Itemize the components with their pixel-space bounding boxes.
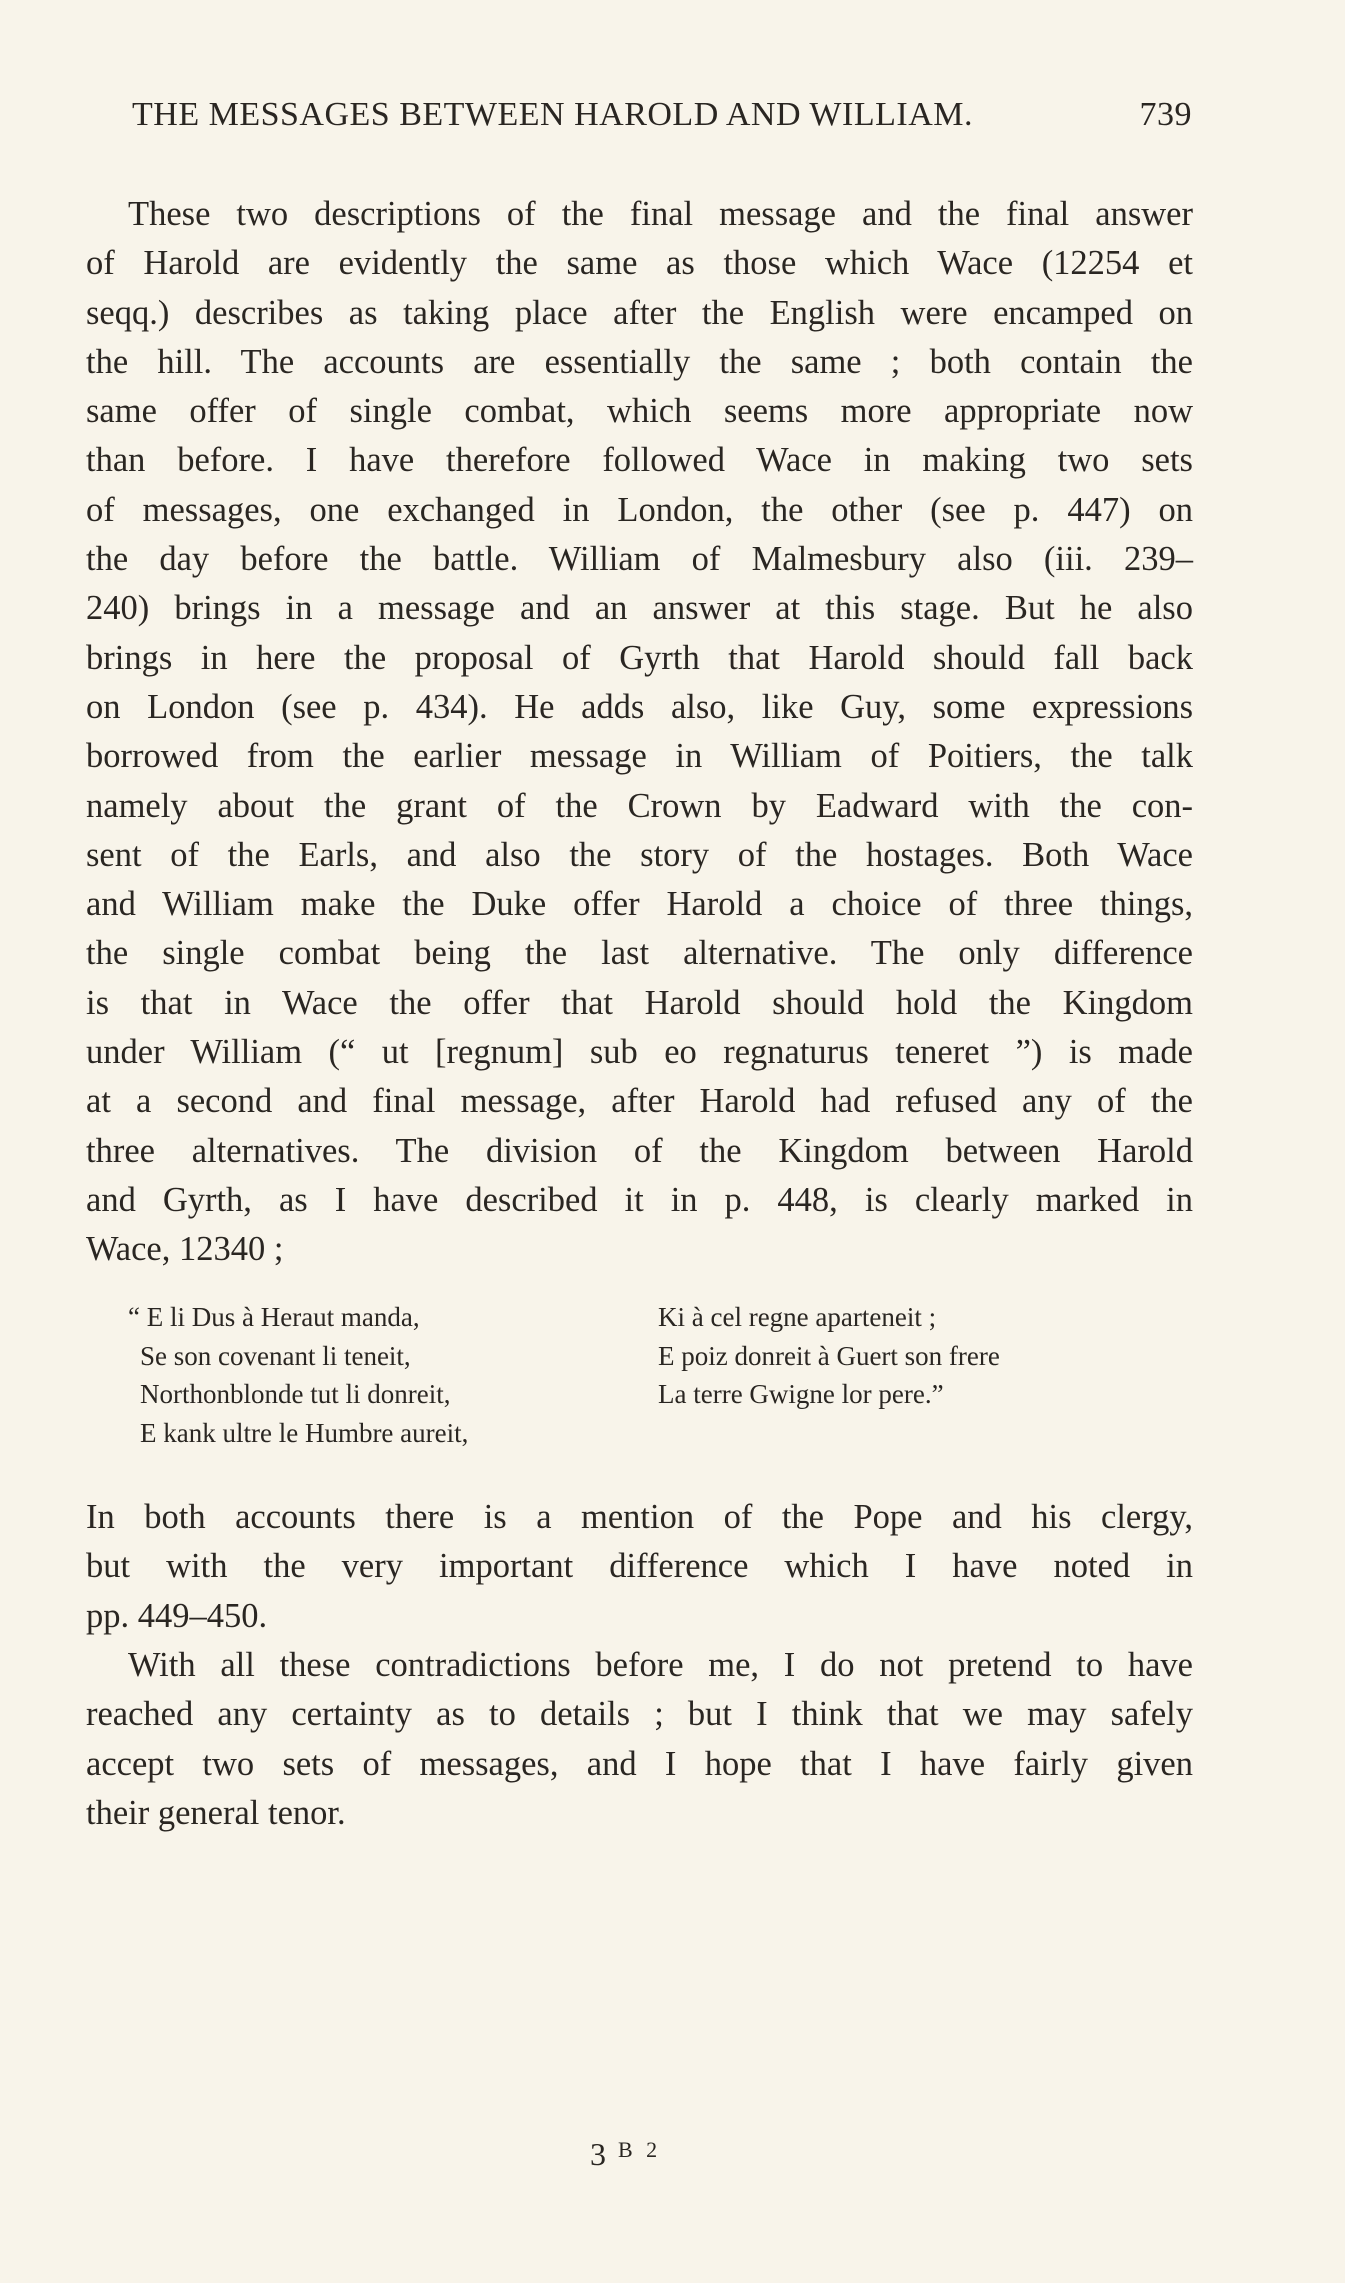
verse-line: E kank ultre le Humbre aureit, [140, 1417, 469, 1448]
text-line: With all these contradictions before me, I do not pretend to have [128, 1646, 1193, 1684]
verse-line: Se son covenant li teneit, [140, 1340, 411, 1371]
text-line: brings in here the proposal of Gyrth that Harold should fall back [86, 638, 1193, 677]
text-line: is that in Wace the offer that Harold should hold the Kingdom [86, 983, 1193, 1022]
paragraph-3 [86, 1641, 1193, 1838]
text-line: and William make the Duke offer Harold a choice of three things, [86, 885, 1193, 924]
verse-line: E poiz donreit à Guert son frere [658, 1340, 1000, 1371]
text-line: 240) brings in a message and an answer at this stage. But he also [86, 589, 1193, 628]
text-line: of Harold are evidently the same as those which Wace (12254 et [86, 244, 1193, 283]
text-line: borrowed from the earlier message in William of Poitiers, the talk [86, 737, 1193, 776]
running-head [132, 96, 1192, 146]
text-line: the day before the battle. William of Malmesbury also (iii. 239– [86, 540, 1193, 579]
text-line: accept two sets of messages, and I hope that I have fairly given [86, 1744, 1193, 1783]
text-line: under William (“ ut [regnum] sub eo regnaturus teneret ”) is made [86, 1033, 1193, 1072]
verse-line: Northonblonde tut li donreit, [140, 1379, 451, 1409]
text-line: three alternatives. The division of the Kingdom between Harold [86, 1131, 1193, 1170]
text-line: seqq.) describes as taking place after the English were encamped on [86, 293, 1193, 332]
text-line: on London (see p. 434). He adds also, like Guy, some expressions [86, 687, 1193, 726]
text-line: of messages, one exchanged in London, the other (see p. 447) on [86, 490, 1193, 529]
text-line: their general tenor. [86, 1793, 346, 1832]
text-line: the single combat being the last alternative. The only difference [86, 934, 1193, 973]
paragraph-2 [86, 1493, 1193, 1641]
running-head-title: THE MESSAGES BETWEEN HAROLD AND WILLIAM. [132, 96, 973, 133]
verse-line: La terre Gwigne lor pere.” [658, 1379, 944, 1409]
verse-line: “ E li Dus à Heraut manda, [128, 1302, 420, 1332]
verse-column-right [658, 1298, 1198, 1414]
printer-signature-mark [590, 2136, 661, 2173]
text-line: In both accounts there is a mention of the Pope and his clergy, [86, 1498, 1193, 1536]
text-line: the hill. The accounts are essentially the same ; both contain the [86, 342, 1193, 381]
text-line: Wace, 12340 ; [86, 1230, 284, 1269]
text-line: and Gyrth, as I have described it in p. 448, is clearly marked in [86, 1180, 1193, 1219]
text-line: sent of the Earls, and also the story of the hostages. Both Wace [86, 835, 1193, 874]
text-line: pp. 449–450. [86, 1596, 268, 1635]
text-line: than before. I have therefore followed Wace in making two sets [86, 441, 1193, 480]
page-number: 739 [1139, 96, 1192, 133]
text-line: but with the very important difference which I have noted in [86, 1547, 1193, 1586]
text-line: namely about the grant of the Crown by Eadward with the con- [86, 786, 1193, 825]
signature-letters: B 2 [618, 2137, 662, 2162]
verse-column-left [128, 1298, 648, 1452]
text-line: same offer of single combat, which seems more appropriate now [86, 392, 1193, 431]
verse-line: Ki à cel regne aparteneit ; [658, 1302, 937, 1332]
text-line: at a second and final message, after Harold had refused any of the [86, 1082, 1193, 1121]
text-line: These two descriptions of the final message and the final answer [128, 195, 1193, 233]
text-line: reached any certainty as to details ; but I think that we may safely [86, 1695, 1193, 1734]
paragraph-1 [86, 190, 1193, 1275]
signature-number: 3 [590, 2136, 608, 2172]
